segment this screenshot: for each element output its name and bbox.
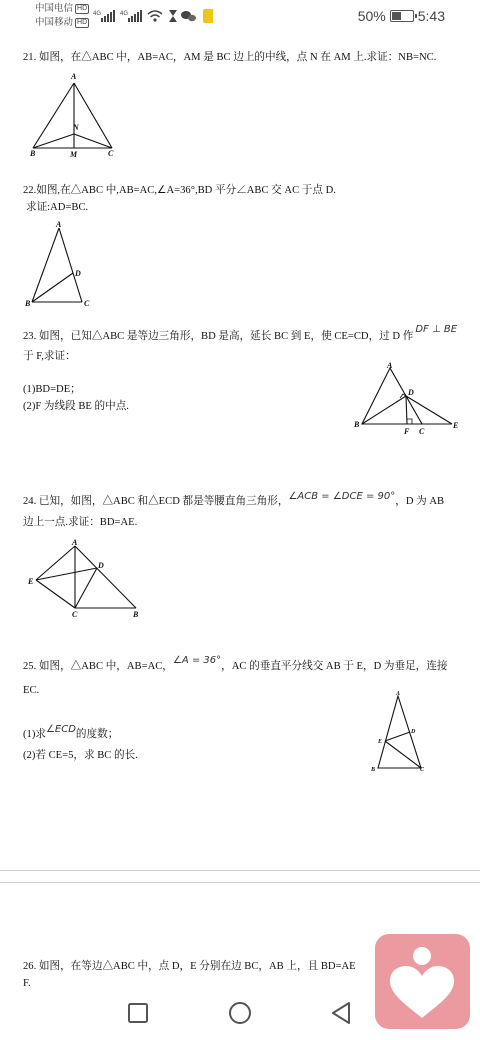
question-26-line-1: 26. 如图，在等边△ABC 中，点 D，E 分别在边 BC，AB 上，且 BD=AE bbox=[23, 961, 356, 972]
svg-text:D: D bbox=[408, 388, 414, 397]
app-badge-icon bbox=[203, 9, 213, 23]
svg-text:B: B bbox=[25, 299, 31, 308]
page-divider-bottom bbox=[0, 882, 480, 883]
wifi-icon bbox=[148, 11, 162, 22]
carrier-mobile: 中国移动 HD bbox=[35, 17, 88, 28]
page-divider-top bbox=[0, 870, 480, 871]
carrier-telecom: 中国电信 HD bbox=[35, 3, 88, 14]
svg-text:4G: 4G bbox=[93, 11, 102, 17]
question-23-line-2: 于 F,求证： bbox=[23, 351, 76, 362]
question-25-line-2: EC. bbox=[23, 685, 40, 696]
recent-apps-button[interactable] bbox=[123, 998, 153, 1028]
question-22-line-1: 22.如图,在△ABC 中,AB=AC,∠A=36°,BD 平分∠ABC 交 AC 于点 D. bbox=[23, 185, 336, 196]
question-22-line-2: 求证:AD=BC. bbox=[26, 202, 89, 213]
svg-text:E: E bbox=[28, 577, 34, 586]
svg-text:B: B bbox=[354, 420, 360, 429]
question-21-text: 21. 如图，在△ABC 中，AB=AC，AM 是 BC 边上的中线，点 N 在 AM 上.求证：NB=NC. bbox=[23, 52, 437, 63]
svg-text:F: F bbox=[404, 427, 410, 436]
svg-text:E: E bbox=[453, 421, 459, 430]
question-24-figure bbox=[26, 540, 146, 622]
svg-text:A: A bbox=[387, 361, 393, 370]
svg-text:D: D bbox=[98, 561, 104, 570]
svg-text:C: C bbox=[419, 427, 425, 436]
svg-text:A: A bbox=[72, 538, 78, 547]
svg-text:A: A bbox=[71, 72, 77, 81]
question-21-figure bbox=[28, 73, 128, 163]
question-24-line-2: 边上一点.求证：BD=AE. bbox=[23, 517, 138, 528]
question-24-line-1: 24. 已知，如图，△ABC 和△ECD 都是等腰直角三角形，∠ACB = ∠DCE = 90°，D 为 AB bbox=[23, 491, 445, 507]
question-25-item-1: (1)求∠ECD的度数； bbox=[23, 724, 119, 740]
square-icon bbox=[129, 1004, 147, 1022]
question-23-item-1: (1)BD=DE； bbox=[23, 384, 81, 395]
svg-text:C: C bbox=[84, 299, 90, 308]
signal-icons bbox=[93, 8, 213, 26]
question-25-line-1: 25. 如图，△ABC 中，AB=AC，∠A = 36°，AC 的垂直平分线交 AB 于 E，D 为垂足，连接 bbox=[23, 655, 448, 672]
svg-text:B: B bbox=[133, 610, 139, 619]
back-triangle-icon bbox=[333, 1003, 349, 1023]
battery-icon bbox=[390, 10, 414, 22]
svg-text:B: B bbox=[371, 767, 376, 773]
question-25-figure bbox=[368, 688, 438, 774]
svg-text:N: N bbox=[73, 123, 79, 132]
question-26-line-2: F. bbox=[23, 978, 31, 989]
question-25-item-2: (2)若 CE=5，求 BC 的长. bbox=[23, 750, 138, 761]
wechat-icon bbox=[181, 11, 196, 21]
back-button[interactable] bbox=[327, 998, 357, 1028]
svg-text:C: C bbox=[420, 767, 425, 773]
svg-text:E: E bbox=[378, 739, 383, 745]
question-23-item-2: (2)F 为线段 BE 的中点. bbox=[23, 401, 129, 412]
question-23-figure bbox=[352, 360, 467, 440]
home-button[interactable] bbox=[225, 998, 255, 1028]
svg-text:4G: 4G bbox=[120, 11, 129, 17]
svg-text:A: A bbox=[56, 220, 62, 229]
svg-text:C: C bbox=[72, 610, 78, 619]
svg-text:A: A bbox=[396, 691, 401, 697]
hourglass-icon bbox=[169, 10, 177, 22]
status-bar bbox=[0, 0, 480, 34]
navigation-bar bbox=[0, 990, 480, 1040]
svg-text:M: M bbox=[70, 150, 78, 159]
svg-text:D: D bbox=[75, 269, 81, 278]
question-23-line-1: 23. 如图，已知△ABC 是等边三角形，BD 是高，延长 BC 到 E，使 CE=CD，过 D 作DF ⊥ BE bbox=[23, 324, 458, 342]
svg-text:D: D bbox=[411, 729, 416, 735]
svg-text:B: B bbox=[30, 149, 36, 158]
svg-text:C: C bbox=[108, 149, 114, 158]
circle-icon bbox=[230, 1003, 250, 1023]
question-22-figure bbox=[24, 220, 104, 310]
status-right: 50% 5:43 bbox=[357, 8, 445, 24]
